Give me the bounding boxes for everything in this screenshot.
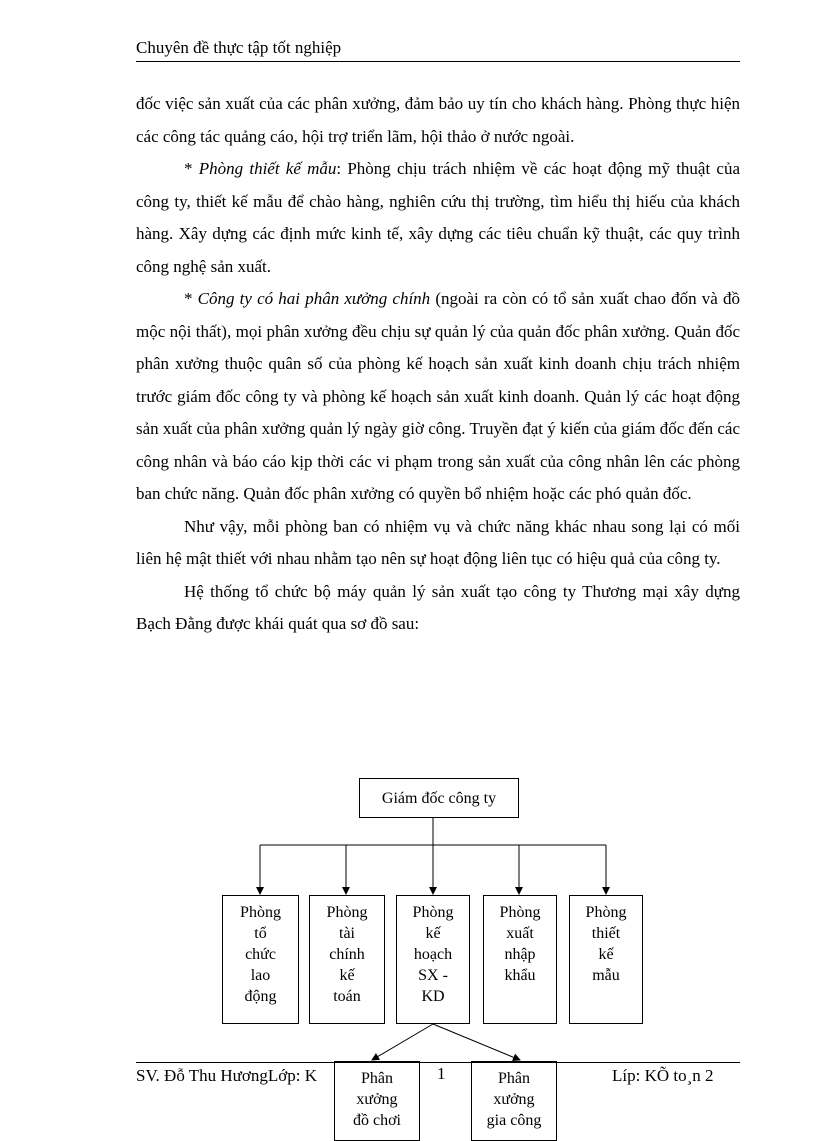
footer-page-number: 1 xyxy=(437,1064,446,1083)
dept-5-line: mẫu xyxy=(592,967,620,984)
dept-2-line: kế xyxy=(339,967,355,984)
dept-4-line: Phòng xyxy=(499,904,541,921)
dept-1-line: Phòng xyxy=(240,904,281,921)
dept-3-line: hoạch xyxy=(413,946,453,963)
page-header-title: Chuyên đề thực tập tốt nghiệp xyxy=(136,38,342,57)
workshop-1-line: Phân xyxy=(361,1070,393,1087)
dept-1-line: tổ xyxy=(254,925,267,942)
dept-4-line: xuất xyxy=(506,925,534,942)
paragraph-2-text: : Phòng chịu trách nhiệm về các hoạt động mỹ thuật của công ty, thiết kế mẫu để chào hàng, nghiên cứu thị trường, tìm hiểu thị hiếu của khách hàng. Xây dựng các định mức kinh tế, xây dựng các tiêu chuẩn kỹ thuật, các quy trình công nghệ sản xuất. xyxy=(136,159,741,276)
paragraph-3-prefix: * xyxy=(184,289,198,308)
dept-3-line: Phòng xyxy=(412,904,454,921)
header-divider xyxy=(136,61,740,62)
dept-2-line: chính xyxy=(329,946,365,963)
paragraph-3-text: (ngoài ra còn có tổ sản xuất chao đốn và đồ mộc nội thất), mọi phân xưởng đều chịu sự quản lý của quản đốc phân xưởng. Quản đốc phân xưởng thuộc quân số của phòng kế hoạch sản xuất kinh doanh chịu trách nhiệm trước giám đốc công ty và phòng kế hoạch sản xuất kinh doanh. Quản lý các hoạt động sản xuất của phân xưởng quản lý ngày giờ công. Truyền đạt ý kiến của giám đốc đến các công nhân và báo cáo kịp thời các vi phạm trong sản xuất của công nhân lên các phòng ban chức năng. Quản đốc phân xưởng có quyền bổ nhiệm hoặc các phó quản đốc. xyxy=(136,289,740,503)
footer-student: SV. Đỗ Thu HươngLớp: K xyxy=(136,1066,317,1085)
footer-class: Líp: KÕ to¸n 2 xyxy=(612,1066,714,1085)
dept-5-line: kế xyxy=(598,946,614,963)
paragraph-4: Như vậy, mỗi phòng ban có nhiệm vụ và chức năng khác nhau song lại có mối liên hệ mật thiết với nhau nhằm tạo nên sự hoạt động liên tục có hiệu quả của công ty. xyxy=(136,516,740,568)
org-dept-3 xyxy=(396,895,470,1024)
org-dept-1 xyxy=(222,895,299,1024)
paragraph-3-term: Công ty có hai phân xưởng chính xyxy=(197,289,431,308)
dept-2-line: Phòng xyxy=(326,904,368,921)
dept-3-line: kế xyxy=(425,925,441,942)
dept-3-line: KD xyxy=(421,988,445,1005)
dept-2-line: tài xyxy=(339,925,355,942)
dept-4-line: khẩu xyxy=(504,967,536,984)
org-dept-5 xyxy=(569,895,643,1024)
workshop-1-line: xưởng xyxy=(356,1091,398,1108)
workshop-1-line: đồ chơi xyxy=(352,1112,401,1129)
dept-1-line: chức xyxy=(245,946,276,963)
connector-workshop-1 xyxy=(372,1024,433,1060)
paragraph-1: đốc việc sản xuất của các phân xưởng, đảm bảo uy tín cho khách hàng. Phòng thực hiện các công tác quảng cáo, hội trợ triển lãm, hội thảo ở nước ngoài. xyxy=(136,94,740,146)
dept-5-line: thiết xyxy=(591,925,621,942)
dept-1-line: động xyxy=(244,988,277,1005)
workshop-2-line: gia công xyxy=(486,1112,542,1129)
org-dept-2 xyxy=(309,895,385,1024)
org-dept-4 xyxy=(483,895,557,1024)
org-root-director xyxy=(359,778,519,818)
body-text xyxy=(136,88,740,641)
dept-3-line: SX - xyxy=(418,967,448,984)
paragraph-2 xyxy=(136,153,740,283)
connector-workshop-2 xyxy=(433,1024,520,1060)
paragraph-2-term: Phòng thiết kế mẫu xyxy=(198,159,337,178)
dept-1-line: lao xyxy=(250,967,271,984)
dept-2-line: toán xyxy=(333,988,361,1005)
paragraph-2-prefix: * xyxy=(184,159,199,178)
dept-5-line: Phòng xyxy=(585,904,627,921)
workshop-2-line: xưởng xyxy=(493,1091,535,1108)
org-root-label: Giám đốc công ty xyxy=(381,789,497,807)
org-workshop-2 xyxy=(471,1061,557,1141)
org-workshop-1 xyxy=(334,1061,420,1141)
dept-4-line: nhập xyxy=(504,946,536,963)
paragraph-3 xyxy=(136,283,740,511)
footer-divider xyxy=(136,1062,740,1063)
workshop-2-line: Phân xyxy=(498,1070,530,1087)
paragraph-5: Hệ thống tổ chức bộ máy quản lý sản xuất tạo công ty Thương mại xây dựng Bạch Đằng được khái quát qua sơ đồ sau: xyxy=(136,581,740,633)
